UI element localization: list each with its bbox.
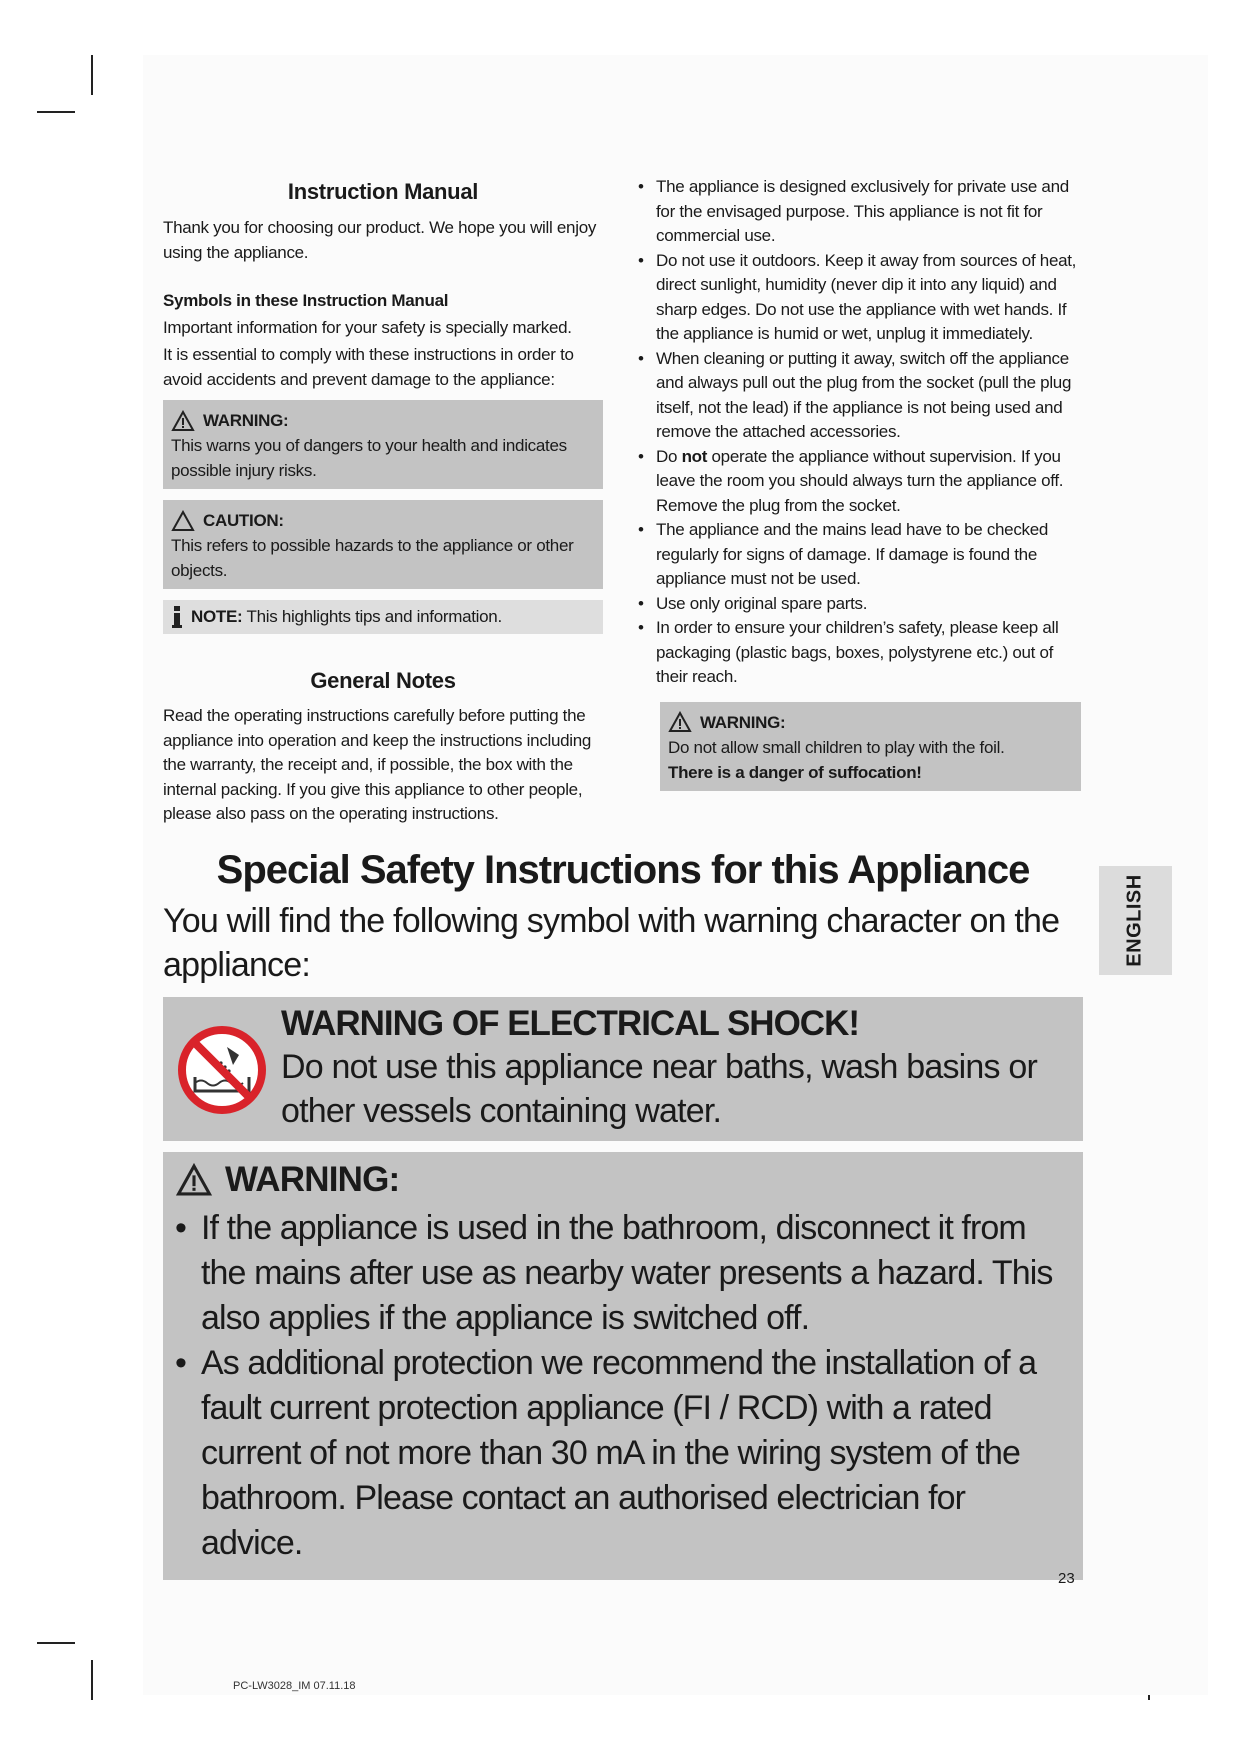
- crop-mark: [37, 1642, 75, 1644]
- crop-mark: [91, 1660, 93, 1700]
- note-box: [163, 600, 603, 634]
- warning-bold-text: There is a danger of suffocation!: [668, 762, 922, 782]
- list-item: • When cleaning or putting it away, switch off the appliance and always pull out the plug from the socket (pull the plug itself, not the lead) if the appliance is not being used and remove the attached accessories.: [636, 347, 1081, 445]
- info-icon: [171, 605, 183, 629]
- electrical-shock-text: Do not use this appliance near baths, wash basins or other vessels containing water.: [281, 1048, 1037, 1130]
- crop-mark: [91, 55, 93, 95]
- symbols-text-1: Important information for your safety is specially marked.: [163, 318, 572, 337]
- intro-text: Thank you for choosing our product. We hope you will enjoy using the appliance.: [163, 218, 597, 262]
- language-label: ENGLISH: [1124, 874, 1146, 967]
- general-notes-text: Read the operating instructions carefully before putting the appliance into operation and keep the instructions including the warranty, the receipt and, if possible, the box with the internal packing. If you give this appliance to other people, please also pass on the operating instructions.: [163, 706, 592, 823]
- special-safety-lead: You will find the following symbol with warning character on the appliance:: [163, 902, 1060, 984]
- electrical-shock-heading: WARNING OF ELECTRICAL SHOCK!: [281, 1004, 860, 1043]
- safety-list: [636, 175, 1081, 690]
- list-item: [636, 445, 1081, 519]
- warning-triangle-icon: [668, 711, 692, 733]
- special-safety-title: Special Safety Instructions for this Appliance: [216, 848, 1030, 892]
- crop-mark: [37, 111, 75, 113]
- caution-text: This refers to possible hazards to the appliance or other objects.: [171, 536, 574, 580]
- list-item-text: Do: [656, 446, 682, 466]
- warning-box: [163, 400, 603, 489]
- list-item: • As additional protection we recommend the installation of a fault current protection appliance (FI / RCD) with a rated current of not more than 30 mA in the wiring system of the bathroom. Please contact an authorised electrician for advice.: [175, 1341, 1073, 1566]
- right-column: [636, 175, 1081, 802]
- list-item: • Do not use it outdoors. Keep it away from sources of heat, direct sunlight, humidity (never dip it into any liquid) and sharp edges. Do not use the appliance with wet hands. If the appliance is humid or wet, unplug it immediately.: [636, 249, 1081, 347]
- warning-heading: WARNING:: [203, 411, 289, 430]
- symbols-heading: Symbols in these Instruction Manual: [163, 291, 449, 310]
- symbols-text-2: It is essential to comply with these instructions in order to avoid accidents and prevent damage to the appliance:: [163, 345, 574, 389]
- electrical-shock-box: [163, 997, 1083, 1141]
- special-safety-section: [163, 848, 1083, 1580]
- warning-triangle-icon: [171, 410, 195, 432]
- list-item: • Use only original spare parts.: [636, 592, 1081, 617]
- instruction-manual-title: Instruction Manual: [287, 179, 479, 204]
- suffocation-warning-box: [660, 702, 1081, 791]
- page-number: 23: [1058, 1570, 1075, 1587]
- list-item-emphasis: not: [681, 446, 708, 466]
- warning-heading: WARNING:: [700, 712, 786, 732]
- caution-box: [163, 500, 603, 589]
- general-notes-title: General Notes: [310, 668, 456, 693]
- list-item: • In order to ensure your children’s safety, please keep all packaging (plastic bags, boxes, polystyrene etc.) out of their reach.: [636, 616, 1081, 690]
- note-heading: NOTE:: [191, 607, 243, 626]
- no-bath-prohibition-icon: [177, 1025, 267, 1115]
- warning-text: This warns you of dangers to your health and indicates possible injury risks.: [171, 436, 567, 480]
- list-item: • The appliance is designed exclusively for private use and for the envisaged purpose. This appliance is not fit for commercial use.: [636, 175, 1081, 249]
- warning-triangle-icon: [175, 1163, 213, 1197]
- bathroom-warning-list: [175, 1206, 1073, 1566]
- language-tab: [1099, 866, 1172, 975]
- list-item: • If the appliance is used in the bathroom, disconnect it from the mains after use as nearby water presents a hazard. This also applies if the appliance is switched off.: [175, 1206, 1073, 1341]
- caution-heading: CAUTION:: [203, 511, 284, 530]
- list-item: • The appliance and the mains lead have to be checked regularly for signs of damage. If damage is found the appliance must not be used.: [636, 518, 1081, 592]
- warning-heading: WARNING:: [225, 1160, 400, 1199]
- note-text: This highlights tips and information.: [246, 607, 502, 626]
- left-column: [163, 175, 603, 839]
- warning-text: Do not allow small children to play with the foil.: [668, 737, 1005, 757]
- bathroom-warning-box: [163, 1152, 1083, 1580]
- caution-triangle-icon: [171, 510, 195, 532]
- footer-code: PC-LW3028_IM 07.11.18: [233, 1680, 356, 1692]
- list-item-text: operate the appliance without supervision. If you leave the room you should always turn the appliance off. Remove the plug from the socket.: [656, 446, 1064, 515]
